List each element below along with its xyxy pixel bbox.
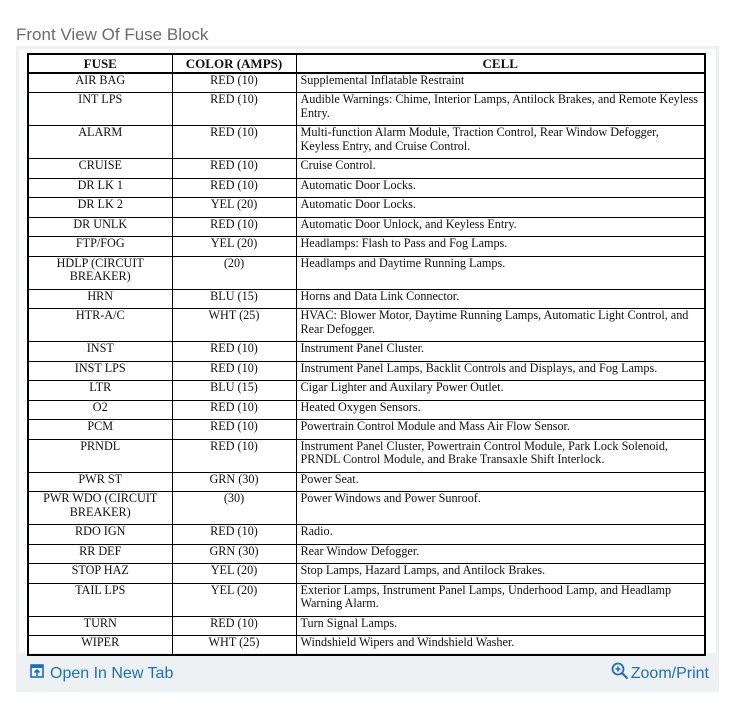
- table-row: [28, 309, 705, 342]
- cell-description: Instrument Panel Cluster.: [296, 342, 705, 362]
- table-row: [28, 289, 705, 309]
- zoom-print-link[interactable]: [611, 662, 709, 685]
- open-in-new-tab-icon: [30, 664, 44, 683]
- table-row: [28, 439, 705, 472]
- fuse-table-image: [19, 49, 716, 653]
- fuse-cell: LTR: [28, 381, 172, 401]
- table-row: [28, 237, 705, 257]
- zoom-in-icon: [611, 662, 629, 685]
- color-amps-cell: YEL (20): [172, 198, 296, 218]
- fuse-cell: AIR BAG: [28, 73, 172, 93]
- fuse-cell: WIPER: [28, 636, 172, 656]
- table-row: [28, 544, 705, 564]
- cell-description: Horns and Data Link Connector.: [296, 289, 705, 309]
- cell-description: Instrument Panel Lamps, Backlit Controls and Displays, and Fog Lamps.: [296, 361, 705, 381]
- fuse-cell: O2: [28, 400, 172, 420]
- fuse-cell: PWR ST: [28, 472, 172, 492]
- fuse-cell: CRUISE: [28, 159, 172, 179]
- color-amps-cell: RED (10): [172, 159, 296, 179]
- fuse-cell: HTR-A/C: [28, 309, 172, 342]
- table-row: [28, 420, 705, 440]
- fuse-cell: DR UNLK: [28, 217, 172, 237]
- color-amps-cell: BLU (15): [172, 381, 296, 401]
- fuse-cell: TURN: [28, 616, 172, 636]
- color-amps-cell: RED (10): [172, 616, 296, 636]
- color-amps-cell: RED (10): [172, 93, 296, 126]
- fuse-cell: RDO IGN: [28, 525, 172, 545]
- cell-description: Exterior Lamps, Instrument Panel Lamps, Underhood Lamp, and Headlamp Warning Alarm.: [296, 583, 705, 616]
- header-fuse: FUSE: [28, 54, 172, 73]
- table-row: [28, 361, 705, 381]
- table-row: [28, 400, 705, 420]
- fuse-table: [27, 53, 706, 656]
- cell-description: Radio.: [296, 525, 705, 545]
- color-amps-cell: YEL (20): [172, 564, 296, 584]
- table-row: [28, 381, 705, 401]
- fuse-cell: HDLP (CIRCUIT BREAKER): [28, 256, 172, 289]
- color-amps-cell: RED (10): [172, 126, 296, 159]
- color-amps-cell: RED (10): [172, 217, 296, 237]
- fuse-cell: STOP HAZ: [28, 564, 172, 584]
- page-title: Front View Of Fuse Block: [16, 25, 209, 44]
- color-amps-cell: (30): [172, 492, 296, 525]
- cell-description: Multi-function Alarm Module, Traction Control, Rear Window Defogger, Keyless Entry, and Cruise Control.: [296, 126, 705, 159]
- fuse-cell: PWR WDO (CIRCUIT BREAKER): [28, 492, 172, 525]
- cell-description: Stop Lamps, Hazard Lamps, and Antilock Brakes.: [296, 564, 705, 584]
- cell-description: Windshield Wipers and Windshield Washer.: [296, 636, 705, 656]
- table-row: [28, 342, 705, 362]
- fuse-cell: TAIL LPS: [28, 583, 172, 616]
- table-row: [28, 126, 705, 159]
- cell-description: Cigar Lighter and Auxilary Power Outlet.: [296, 381, 705, 401]
- color-amps-cell: YEL (20): [172, 583, 296, 616]
- cell-description: HVAC: Blower Motor, Daytime Running Lamps, Automatic Light Control, and Rear Defogger.: [296, 309, 705, 342]
- table-row: [28, 583, 705, 616]
- image-footer: [16, 658, 719, 688]
- fuse-cell: ALARM: [28, 126, 172, 159]
- color-amps-cell: YEL (20): [172, 237, 296, 257]
- cell-description: Instrument Panel Cluster, Powertrain Control Module, Park Lock Solenoid, PRNDL Control Module, and Brake Transaxle Shift Interlock.: [296, 439, 705, 472]
- cell-description: Heated Oxygen Sensors.: [296, 400, 705, 420]
- fuse-cell: RR DEF: [28, 544, 172, 564]
- image-panel: [16, 46, 719, 692]
- cell-description: Automatic Door Locks.: [296, 198, 705, 218]
- color-amps-cell: WHT (25): [172, 309, 296, 342]
- table-row: [28, 73, 705, 93]
- cell-description: Supplemental Inflatable Restraint: [296, 73, 705, 93]
- color-amps-cell: RED (10): [172, 525, 296, 545]
- zoom-print-label: Zoom/Print: [630, 664, 709, 682]
- fuse-cell: INST LPS: [28, 361, 172, 381]
- table-row: [28, 472, 705, 492]
- color-amps-cell: WHT (25): [172, 636, 296, 656]
- fuse-cell: INST: [28, 342, 172, 362]
- cell-description: Headlamps: Flash to Pass and Fog Lamps.: [296, 237, 705, 257]
- open-in-new-tab-link[interactable]: [30, 664, 173, 683]
- color-amps-cell: RED (10): [172, 178, 296, 198]
- cell-description: Power Seat.: [296, 472, 705, 492]
- table-row: [28, 525, 705, 545]
- color-amps-cell: (20): [172, 256, 296, 289]
- color-amps-cell: GRN (30): [172, 472, 296, 492]
- table-row: [28, 93, 705, 126]
- fuse-cell: DR LK 2: [28, 198, 172, 218]
- fuse-cell: FTP/FOG: [28, 237, 172, 257]
- fuse-cell: PRNDL: [28, 439, 172, 472]
- cell-description: Turn Signal Lamps.: [296, 616, 705, 636]
- color-amps-cell: RED (10): [172, 420, 296, 440]
- cell-description: Automatic Door Locks.: [296, 178, 705, 198]
- table-row: [28, 198, 705, 218]
- color-amps-cell: BLU (15): [172, 289, 296, 309]
- table-row: [28, 636, 705, 656]
- cell-description: Audible Warnings: Chime, Interior Lamps, Antilock Brakes, and Remote Keyless Entry.: [296, 93, 705, 126]
- color-amps-cell: RED (10): [172, 439, 296, 472]
- table-row: [28, 564, 705, 584]
- color-amps-cell: RED (10): [172, 73, 296, 93]
- cell-description: Automatic Door Unlock, and Keyless Entry.: [296, 217, 705, 237]
- table-row: [28, 178, 705, 198]
- fuse-cell: PCM: [28, 420, 172, 440]
- fuse-cell: HRN: [28, 289, 172, 309]
- fuse-cell: INT LPS: [28, 93, 172, 126]
- table-row: [28, 492, 705, 525]
- header-cell: CELL: [296, 54, 705, 73]
- cell-description: Power Windows and Power Sunroof.: [296, 492, 705, 525]
- fuse-cell: DR LK 1: [28, 178, 172, 198]
- cell-description: Powertrain Control Module and Mass Air Flow Sensor.: [296, 420, 705, 440]
- table-row: [28, 256, 705, 289]
- open-in-new-tab-label: Open In New Tab: [50, 664, 174, 682]
- color-amps-cell: RED (10): [172, 400, 296, 420]
- cell-description: Headlamps and Daytime Running Lamps.: [296, 256, 705, 289]
- cell-description: Cruise Control.: [296, 159, 705, 179]
- color-amps-cell: GRN (30): [172, 544, 296, 564]
- color-amps-cell: RED (10): [172, 342, 296, 362]
- color-amps-cell: RED (10): [172, 361, 296, 381]
- table-row: [28, 217, 705, 237]
- header-color-amps: COLOR (AMPS): [172, 54, 296, 73]
- table-row: [28, 159, 705, 179]
- table-row: [28, 616, 705, 636]
- table-header-row: [28, 54, 705, 73]
- cell-description: Rear Window Defogger.: [296, 544, 705, 564]
